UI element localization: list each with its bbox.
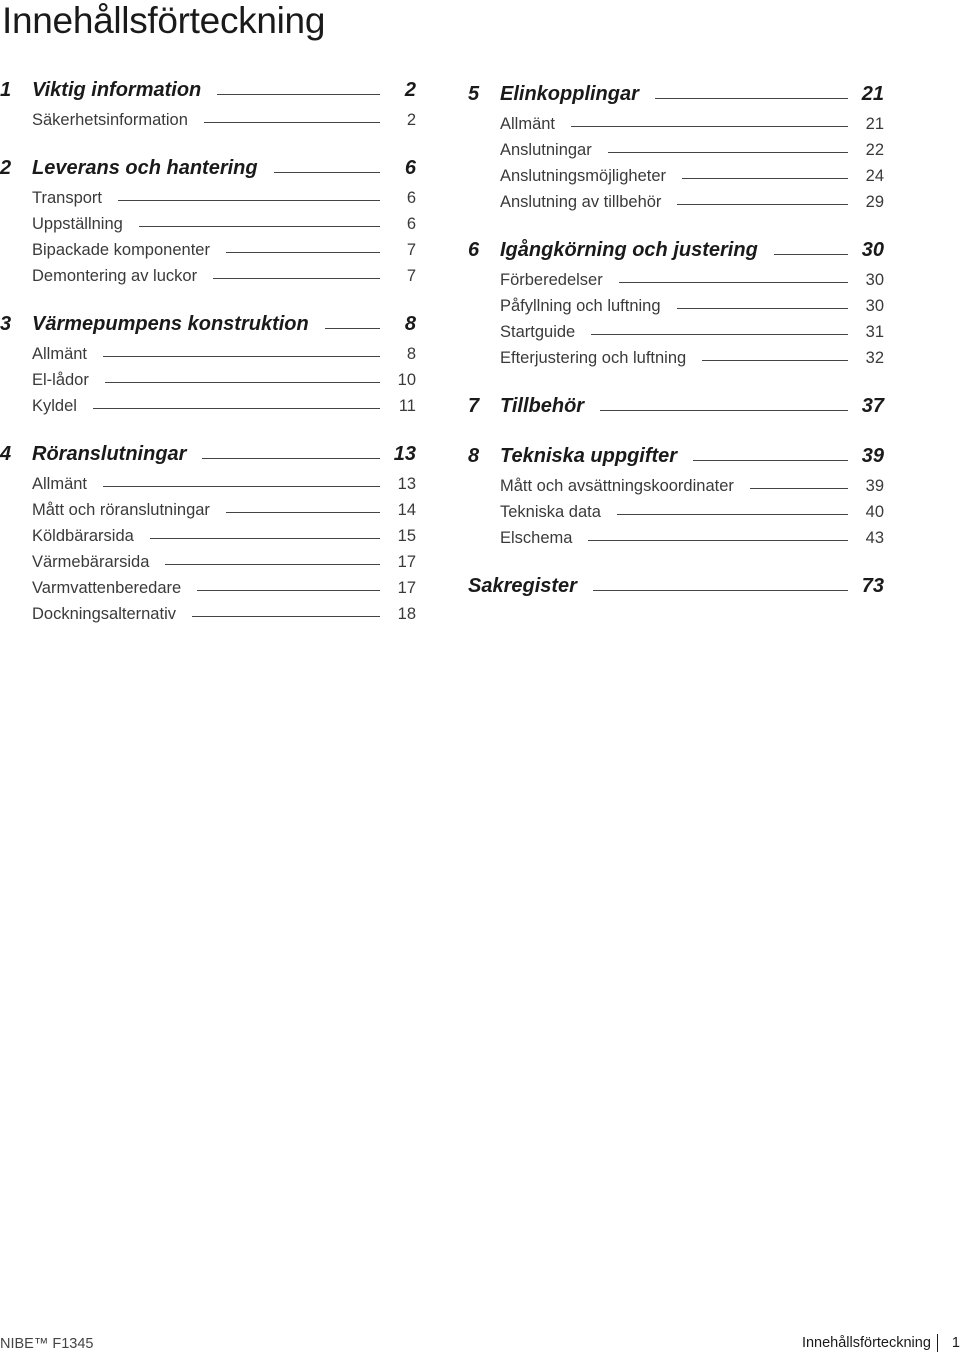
chapter-title: Värmepumpens konstruktion — [32, 313, 309, 335]
footer-brand: NIBE™ F1345 — [0, 1336, 94, 1352]
chapter-page: 21 — [861, 83, 884, 105]
subentry-label: Säkerhetsinformation — [32, 111, 188, 129]
subentry-page: 32 — [865, 349, 884, 367]
dot-leader — [617, 514, 848, 515]
dot-leader — [600, 410, 848, 411]
toc-section — [0, 150, 416, 286]
subentry-page: 40 — [865, 503, 884, 521]
subentry-label: Varmvattenberedare — [32, 579, 182, 597]
footer-separator — [937, 1334, 938, 1352]
toc-chapter-entry[interactable] — [468, 232, 884, 262]
dot-leader — [591, 334, 848, 335]
footer-right — [802, 1334, 960, 1352]
dot-leader — [693, 460, 848, 461]
dot-leader — [150, 538, 380, 539]
chapter-title: Röranslutningar — [32, 443, 187, 465]
dot-leader — [118, 200, 380, 201]
dot-leader — [103, 486, 380, 487]
dot-leader — [571, 126, 848, 127]
subentry-page: 29 — [865, 193, 884, 211]
index-title: Sakregister — [468, 575, 577, 597]
subentry-label: Anslutningar — [500, 141, 592, 159]
toc-subentry[interactable] — [0, 468, 416, 494]
subentry-label: Anslutning av tillbehör — [500, 193, 662, 211]
toc-subentry[interactable] — [0, 390, 416, 416]
toc-subentry[interactable] — [468, 264, 884, 290]
toc-section — [468, 568, 884, 598]
subentry-label: Förberedelser — [500, 271, 603, 289]
chapter-number: 5 — [468, 83, 480, 105]
subentry-page: 7 — [406, 267, 416, 285]
subentry-page: 15 — [397, 527, 416, 545]
dot-leader — [165, 564, 380, 565]
toc-section — [468, 232, 884, 368]
toc-chapter-entry[interactable] — [0, 306, 416, 336]
subentry-page: 13 — [397, 475, 416, 493]
toc-chapter-entry[interactable] — [468, 76, 884, 106]
chapter-page: 8 — [404, 313, 416, 335]
dot-leader — [655, 98, 848, 99]
subentry-label: Uppställning — [32, 215, 123, 233]
toc-section — [468, 438, 884, 548]
dot-leader — [750, 488, 848, 489]
subentry-label: Elschema — [500, 529, 573, 547]
subentry-label: Mått och röranslutningar — [32, 501, 210, 519]
subentry-label: Anslutningsmöjligheter — [500, 167, 667, 185]
subentry-label: Köldbärarsida — [32, 527, 134, 545]
toc-right-column — [468, 76, 884, 608]
footer-page-number: 1 — [951, 1335, 960, 1351]
subentry-page: 7 — [406, 241, 416, 259]
chapter-number: 7 — [468, 395, 480, 417]
toc-section — [0, 72, 416, 130]
subentry-label: Demontering av luckor — [32, 267, 198, 285]
toc-subentry[interactable] — [468, 108, 884, 134]
toc-subentry[interactable] — [0, 598, 416, 624]
toc-section — [0, 306, 416, 416]
toc-subentry[interactable] — [0, 260, 416, 286]
toc-subentry[interactable] — [468, 290, 884, 316]
dot-leader — [202, 458, 380, 459]
subentry-page: 17 — [397, 553, 416, 571]
toc-subentry[interactable] — [0, 208, 416, 234]
dot-leader — [608, 152, 848, 153]
toc-subentry[interactable] — [0, 572, 416, 598]
subentry-page: 17 — [397, 579, 416, 597]
dot-leader — [682, 178, 848, 179]
subentry-page: 6 — [406, 215, 416, 233]
toc-subentry[interactable] — [0, 546, 416, 572]
toc-subentry[interactable] — [468, 160, 884, 186]
chapter-page: 37 — [861, 395, 884, 417]
toc-subentry[interactable] — [0, 234, 416, 260]
toc-subentry[interactable] — [0, 494, 416, 520]
chapter-number: 4 — [0, 443, 12, 465]
subentry-label: Allmänt — [32, 345, 88, 363]
dot-leader — [588, 540, 848, 541]
chapter-page: 6 — [404, 157, 416, 179]
toc-index-entry[interactable] — [468, 568, 884, 598]
subentry-page: 22 — [865, 141, 884, 159]
toc-section — [468, 388, 884, 418]
toc-section — [468, 76, 884, 212]
dot-leader — [213, 278, 380, 279]
subentry-label: Kyldel — [32, 397, 77, 415]
subentry-label: Påfyllning och luftning — [500, 297, 661, 315]
toc-subentry[interactable] — [0, 364, 416, 390]
toc-subentry[interactable] — [468, 522, 884, 548]
dot-leader — [197, 590, 380, 591]
toc-subentry[interactable] — [0, 338, 416, 364]
chapter-number: 1 — [0, 79, 12, 101]
dot-leader — [774, 254, 848, 255]
footer-section-name: Innehållsförteckning — [801, 1335, 931, 1351]
dot-leader — [619, 282, 848, 283]
subentry-page: 14 — [397, 501, 416, 519]
dot-leader — [677, 308, 848, 309]
subentry-label: Dockningsalternativ — [32, 605, 176, 623]
subentry-label: Transport — [32, 189, 102, 207]
toc-subentry[interactable] — [0, 520, 416, 546]
toc-subentry[interactable] — [468, 496, 884, 522]
subentry-label: Startguide — [500, 323, 576, 341]
subentry-label: Efterjustering och luftning — [500, 349, 687, 367]
chapter-title: Leverans och hantering — [32, 157, 258, 179]
dot-leader — [677, 204, 848, 205]
page-title: Innehållsförteckning — [2, 0, 326, 41]
chapter-page: 13 — [393, 443, 416, 465]
toc-subentry[interactable] — [468, 342, 884, 368]
dot-leader — [593, 590, 848, 591]
subentry-label: Mått och avsättningskoordinater — [500, 477, 734, 495]
toc-chapter-entry[interactable] — [0, 150, 416, 180]
toc-subentry[interactable] — [0, 104, 416, 130]
subentry-page: 31 — [865, 323, 884, 341]
chapter-page: 39 — [861, 445, 884, 467]
dot-leader — [217, 94, 380, 95]
dot-leader — [105, 382, 380, 383]
subentry-page: 30 — [865, 297, 884, 315]
toc-chapter-entry[interactable] — [468, 438, 884, 468]
subentry-label: Värmebärarsida — [32, 553, 150, 571]
chapter-title: Tillbehör — [500, 395, 585, 417]
subentry-page: 2 — [406, 111, 416, 129]
toc-subentry[interactable] — [468, 316, 884, 342]
subentry-label: Bipackade komponenter — [32, 241, 210, 259]
subentry-label: El-lådor — [32, 371, 89, 389]
dot-leader — [226, 512, 380, 513]
toc-chapter-entry[interactable] — [0, 72, 416, 102]
toc-subentry[interactable] — [468, 470, 884, 496]
toc-left-column — [0, 72, 416, 634]
toc-section — [0, 436, 416, 624]
toc-subentry[interactable] — [0, 182, 416, 208]
subentry-page: 6 — [406, 189, 416, 207]
chapter-number: 2 — [0, 157, 12, 179]
subentry-page: 43 — [865, 529, 884, 547]
chapter-page: 30 — [861, 239, 884, 261]
chapter-page: 2 — [404, 79, 416, 101]
dot-leader — [204, 122, 380, 123]
toc-chapter-entry[interactable] — [0, 436, 416, 466]
dot-leader — [103, 356, 380, 357]
subentry-page: 18 — [397, 605, 416, 623]
toc-subentry[interactable] — [468, 134, 884, 160]
dot-leader — [274, 172, 380, 173]
chapter-number: 6 — [468, 239, 480, 261]
chapter-title: Igångkörning och justering — [500, 239, 758, 261]
dot-leader — [93, 408, 380, 409]
toc-subentry[interactable] — [468, 186, 884, 212]
chapter-title: Elinkopplingar — [500, 83, 639, 105]
toc-chapter-entry[interactable] — [468, 388, 884, 418]
subentry-page: 24 — [865, 167, 884, 185]
page-footer — [0, 1332, 960, 1354]
dot-leader — [702, 360, 848, 361]
subentry-label: Allmänt — [32, 475, 88, 493]
subentry-label: Allmänt — [500, 115, 556, 133]
chapter-number: 8 — [468, 445, 480, 467]
subentry-page: 21 — [865, 115, 884, 133]
dot-leader — [325, 328, 380, 329]
chapter-title: Viktig information — [32, 79, 202, 101]
chapter-number: 3 — [0, 313, 12, 335]
subentry-page: 11 — [398, 397, 416, 415]
subentry-label: Tekniska data — [500, 503, 601, 521]
subentry-page: 30 — [865, 271, 884, 289]
dot-leader — [226, 252, 380, 253]
chapter-title: Tekniska uppgifter — [500, 445, 678, 467]
subentry-page: 39 — [865, 477, 884, 495]
subentry-page: 8 — [406, 345, 416, 363]
subentry-page: 10 — [397, 371, 416, 389]
index-page: 73 — [861, 575, 884, 597]
dot-leader — [139, 226, 380, 227]
dot-leader — [192, 616, 380, 617]
